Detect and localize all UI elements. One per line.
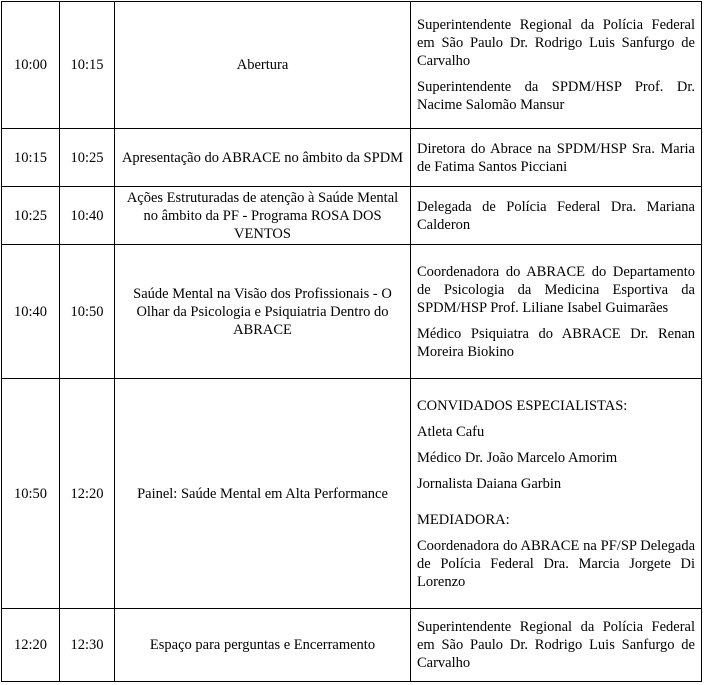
end-time: 10:25: [60, 129, 115, 187]
speakers-cell: [411, 379, 702, 609]
start-time: 10:50: [2, 379, 60, 609]
activity-cell: Saúde Mental na Visão dos Profissionais - O Olhar da Psicologia e Psiquiatria Dentro do ABRACE: [115, 245, 411, 379]
activity-cell: Abertura: [115, 2, 411, 129]
speaker: Superintendente da SPDM/HSP Prof. Dr. Nacime Salomão Mansur: [417, 79, 695, 113]
mediator: Coordenadora do ABRACE na PF/SP Delegada de Polícia Federal Dra. Marcia Jorgete Di Lorenzo: [417, 537, 695, 590]
speakers-cell: [411, 2, 702, 129]
speaker: Superintendente Regional da Polícia Federal em São Paulo Dr. Rodrigo Luis Sanfurgo de Carvalho: [417, 619, 695, 671]
guests-heading: CONVIDADOS ESPECIALISTAS:: [417, 397, 628, 414]
activity-cell: Painel: Saúde Mental em Alta Performance: [115, 379, 411, 609]
table-row: [2, 187, 702, 245]
end-time: 10:50: [60, 245, 115, 379]
start-time: 12:20: [2, 609, 60, 682]
start-time: 10:15: [2, 129, 60, 187]
guest: Jornalista Daiana Garbin: [417, 475, 562, 492]
guest: Atleta Cafu: [417, 423, 485, 440]
end-time: 10:15: [60, 2, 115, 129]
end-time: 12:30: [60, 609, 115, 682]
speaker: Delegada de Polícia Federal Dra. Mariana Calderon: [417, 198, 695, 233]
start-time: 10:25: [2, 187, 60, 245]
agenda-table: [1, 1, 702, 682]
speakers-cell: [411, 245, 702, 379]
table-row: [2, 2, 702, 129]
start-time: 10:40: [2, 245, 60, 379]
start-time: 10:00: [2, 2, 60, 129]
speakers-cell: [411, 187, 702, 245]
table-row: [2, 379, 702, 609]
speaker: Superintendente Regional da Polícia Federal em São Paulo Dr. Rodrigo Luis Sanfurgo de Carvalho: [417, 17, 695, 69]
table-row: [2, 129, 702, 187]
activity-cell: Ações Estruturadas de atenção à Saúde Mental no âmbito da PF - Programa ROSA DOS VENTOS: [115, 187, 411, 245]
table-row: [2, 609, 702, 682]
table-row: [2, 245, 702, 379]
speakers-cell: [411, 129, 702, 187]
speaker: Coordenadora do ABRACE do Departamento de Psicologia da Medicina Esportiva da SPDM/HSP Prof. Liliane Isabel Guimarães: [417, 263, 695, 316]
mediator-heading: MEDIADORA:: [417, 511, 510, 528]
speaker: Diretora do Abrace na SPDM/HSP Sra. Maria de Fatima Santos Picciani: [417, 140, 695, 175]
guest: Médico Dr. João Marcelo Amorim: [417, 449, 618, 466]
end-time: 12:20: [60, 379, 115, 609]
end-time: 10:40: [60, 187, 115, 245]
speaker: Médico Psiquiatra do ABRACE Dr. Renan Moreira Biokino: [417, 325, 695, 360]
activity-cell: Espaço para perguntas e Encerramento: [115, 609, 411, 682]
activity-cell: Apresentação do ABRACE no âmbito da SPDM: [115, 129, 411, 187]
speakers-cell: [411, 609, 702, 682]
